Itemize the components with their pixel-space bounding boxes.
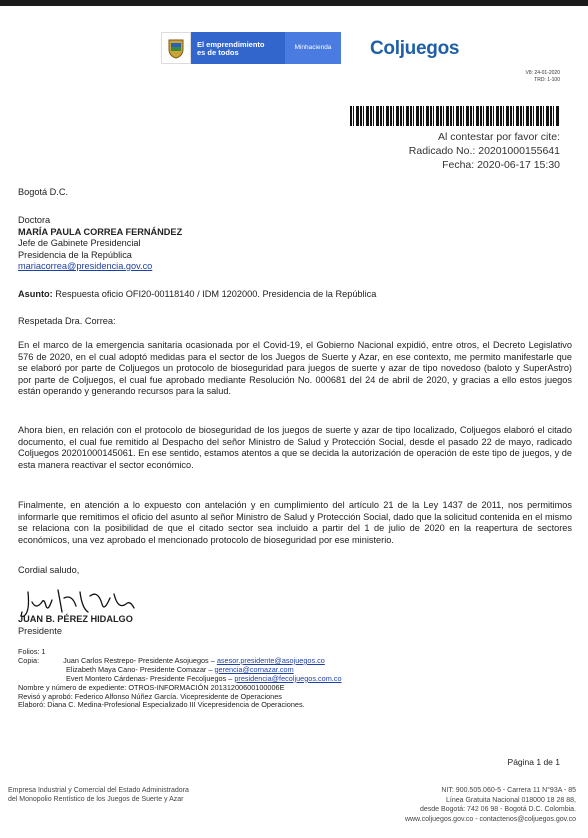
radicado-block <box>409 130 560 172</box>
top-edge <box>0 0 588 6</box>
city-line: Bogotá D.C. <box>18 187 69 197</box>
banner-slogan-line1: El emprendimiento <box>197 40 265 49</box>
footer-right-line1: NIT: 900.505.060-5 - Carrera 11 N°93A - 85 <box>441 787 576 794</box>
body-paragraph-3: Finalmente, en atención a lo expuesto con antelación y en cumplimiento del artículo 21 de la Ley 1437 de 2011, nos permitimos informarle que remitimos el oficio del asunto al señor Ministro de Salud y Protección Social, dado que la solicitud contenida en el mismo se relaciona con la posibilidad de que el citado sector sea incluido a partir del 1 de julio de 2020 en la reapertura de sectores económicos, una vez aprobado el mencionado protocolo de bioseguridad por ese ministerio. <box>18 500 572 545</box>
annex-block <box>18 648 342 710</box>
copia-2-email-link[interactable]: gerencia@cornazar.com <box>214 664 294 674</box>
footer-right-line2: Línea Gratuita Nacional 018000 18 28 88, <box>446 796 576 804</box>
coljuegos-logo <box>370 38 459 60</box>
coat-of-arms-icon <box>161 32 191 64</box>
recipient-role: Jefe de Gabinete Presidencial <box>18 238 141 248</box>
version-code <box>526 70 560 84</box>
banner-slogan <box>191 32 285 64</box>
reviso-line: Revisó y aprobó: Federico Alfonso Núñez García. Vicepresidente de Operaciones <box>18 691 282 701</box>
signer-role: Presidente <box>18 625 62 636</box>
footer-right-line3: desde Bogotá: 742 06 98 - Bogotá D.C. Colombia. <box>419 806 576 813</box>
signer-block <box>18 614 133 637</box>
gov-banner <box>161 32 341 64</box>
recipient-title: Doctora <box>18 215 51 225</box>
subject-text: Respuesta oficio OFI20-00118140 / IDM 1202000. Presidencia de la República <box>52 289 377 299</box>
logo-text: Coljuegos <box>370 38 460 59</box>
version-label: V8: 24-01-2020 <box>525 70 560 76</box>
radicado-number: Radicado No.: 20201000155641 <box>408 145 560 157</box>
footer-left <box>8 786 189 804</box>
barcode <box>350 106 560 126</box>
expediente-line: Nombre y número de expediente: OTROS-INFORMACIÓN 20131200600100006E <box>18 682 285 692</box>
subject-line <box>18 289 376 301</box>
recipient-block <box>18 215 182 273</box>
closing: Cordial saludo, <box>18 565 80 575</box>
copia-label: Copia: <box>18 655 40 665</box>
copia-2-text: Elizabeth Maya Cano- Presidente Comazar – <box>66 664 215 674</box>
copia-3-email-link[interactable]: presidencia@fecoljuegos.com.co <box>234 673 342 683</box>
signer-name: JUAN B. PÉREZ HIDALGO <box>18 614 133 624</box>
page-number: Página 1 de 1 <box>507 757 560 767</box>
footer-right <box>405 786 576 824</box>
footer-left-line1: Empresa Industrial y Comercial del Estado Administradora <box>8 787 189 794</box>
copia-3-text: Evert Montero Cárdenas- Presidente Fecoljuegos – <box>66 673 235 683</box>
greeting: Respetada Dra. Correa: <box>18 316 116 326</box>
folios-line: Folios: 1 <box>18 647 46 656</box>
recipient-name: MARÍA PAULA CORREA FERNÁNDEZ <box>18 226 183 237</box>
subject-label: Asunto: <box>18 289 53 299</box>
footer-left-line2: del Monopolio Rentístico de los Juegos de Suerte y Azar <box>8 796 184 803</box>
footer-right-line4: www.coljuegos.gov.co - contactenos@coljuegos.gov.co <box>404 815 576 823</box>
body-paragraph-2: Ahora bien, en relación con el protocolo de bioseguridad de los juegos de suerte y azar de tipo localizado, Coljuegos elaboró el citado documento, el cual fue remitido al Despacho del señor Ministro de Salud y Protección Social, desde el pasado 22 de mayo, radicado Coljuegos 20201000145061. En ese sentido, estamos atentos a que se decida la autorización de operación de este tipo de juegos, y de esta manera reactivar el sector económico. <box>18 425 572 470</box>
trd-label: TRD: 1-100 <box>534 77 560 83</box>
banner-ministry: Minhacienda <box>285 32 341 64</box>
recipient-email-link[interactable]: mariacorrea@presidencia.gov.co <box>18 261 153 271</box>
elaboro-line: Elaboró: Diana C. Medina-Profesional Especializado III Vicepresidencia de Operaciones. <box>18 700 305 710</box>
copia-1-text: Juan Carlos Restrepo- Presidente Asojuegos – <box>63 655 217 665</box>
radicado-date: Fecha: 2020-06-17 15:30 <box>442 159 560 171</box>
body-paragraph-1: En el marco de la emergencia sanitaria ocasionada por el Covid-19, el Gobierno Nacional expidió, entre otros, el Decreto Legislativo 576 de 2020, en el cual adoptó medidas para el sector de los Juegos de Suerte y Azar, en ese contexto, me permito manifestarle que se elaboró por parte de Coljuegos un protocolo de bioseguridad para juegos de suerte y azar de tipo novedoso (baloto y SuperAstro) por parte de Coljuegos, el cual fue aprobado mediante Resolución No. 000681 del 24 de abril de 2020, y gracias a ello estos juegos están operando y generando recursos para la salud. <box>18 340 572 396</box>
recipient-org: Presidencia de la República <box>18 249 132 260</box>
banner-slogan-line2: es de todos <box>197 48 239 57</box>
copia-1-email-link[interactable]: asesor.presidente@asojuegos.co <box>216 655 325 665</box>
reply-note: Al contestar por favor cite: <box>438 131 560 143</box>
